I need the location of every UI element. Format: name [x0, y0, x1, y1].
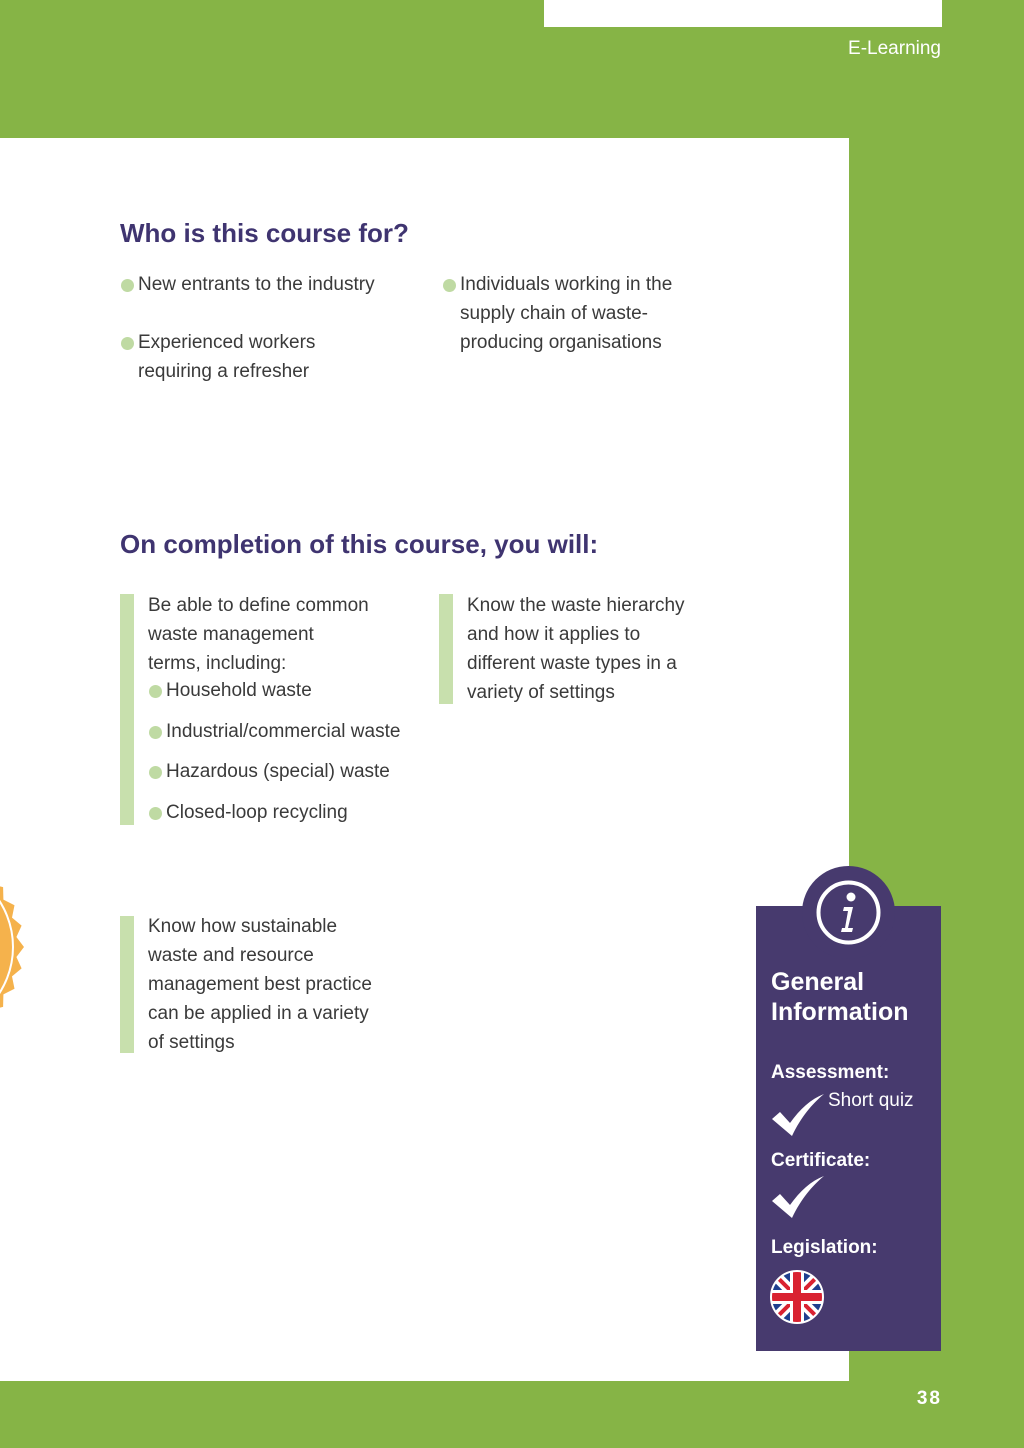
outcome-line: Be able to define common	[148, 595, 369, 616]
outcome-line: can be applied in a variety	[148, 1003, 369, 1024]
bullet-dot	[443, 279, 456, 292]
outcome-hierarchy	[467, 591, 685, 707]
bullet-dot	[149, 726, 162, 739]
assessment-value: Short quiz	[828, 1090, 914, 1111]
bullet-dot	[121, 279, 134, 292]
bullet-dot	[121, 337, 134, 350]
outcomes-heading: On completion of this course, you will:	[120, 529, 599, 559]
uk-flag-icon	[770, 1270, 824, 1324]
top-tab	[544, 0, 942, 27]
section-label: E-Learning	[848, 38, 941, 59]
audience-heading: Who is this course for?	[120, 218, 409, 248]
legislation-label: Legislation:	[771, 1237, 878, 1258]
outcome-line: different waste types in a	[467, 653, 677, 674]
checkmark-icon	[770, 1175, 825, 1220]
bullet-dot	[149, 685, 162, 698]
audience-item: Individuals working in the supply chain of waste-producing organisations	[460, 274, 673, 353]
outcome-line: waste management	[148, 624, 314, 645]
term-item: Hazardous (special) waste	[166, 761, 390, 782]
checkmark-icon	[770, 1093, 825, 1138]
audience-item: New entrants to the industry	[138, 274, 375, 295]
bullet-dot	[149, 807, 162, 820]
outcome-line: Know the waste hierarchy	[467, 595, 685, 616]
audience-item: Experienced workers requiring a refresher	[138, 332, 316, 382]
bullet-dot	[149, 766, 162, 779]
outcome-line: Know how sustainable	[148, 916, 338, 937]
outcome-bar	[120, 916, 134, 1053]
info-icon	[815, 879, 882, 946]
term-item: Industrial/commercial waste	[166, 721, 401, 742]
outcome-line: and how it applies to	[467, 624, 641, 645]
outcome-line: variety of settings	[467, 682, 615, 703]
outcome-bar	[439, 594, 453, 704]
outcome-line: of settings	[148, 1032, 235, 1053]
outcome-line: management best practice	[148, 974, 372, 995]
term-item: Closed-loop recycling	[166, 802, 348, 823]
certificate-label: Certificate:	[771, 1150, 871, 1171]
outcome-line: terms, including:	[148, 653, 287, 674]
outcome-line: waste and resource	[148, 945, 314, 966]
term-item: Household waste	[166, 680, 312, 701]
seal-icon	[0, 852, 36, 1042]
outcome-sustainable	[148, 912, 372, 1057]
outcome-define-terms	[148, 591, 369, 678]
outcome-bar	[120, 594, 134, 825]
info-title: General Information	[771, 968, 909, 1026]
page-number: 38	[916, 1388, 942, 1409]
assessment-label: Assessment:	[771, 1062, 890, 1083]
